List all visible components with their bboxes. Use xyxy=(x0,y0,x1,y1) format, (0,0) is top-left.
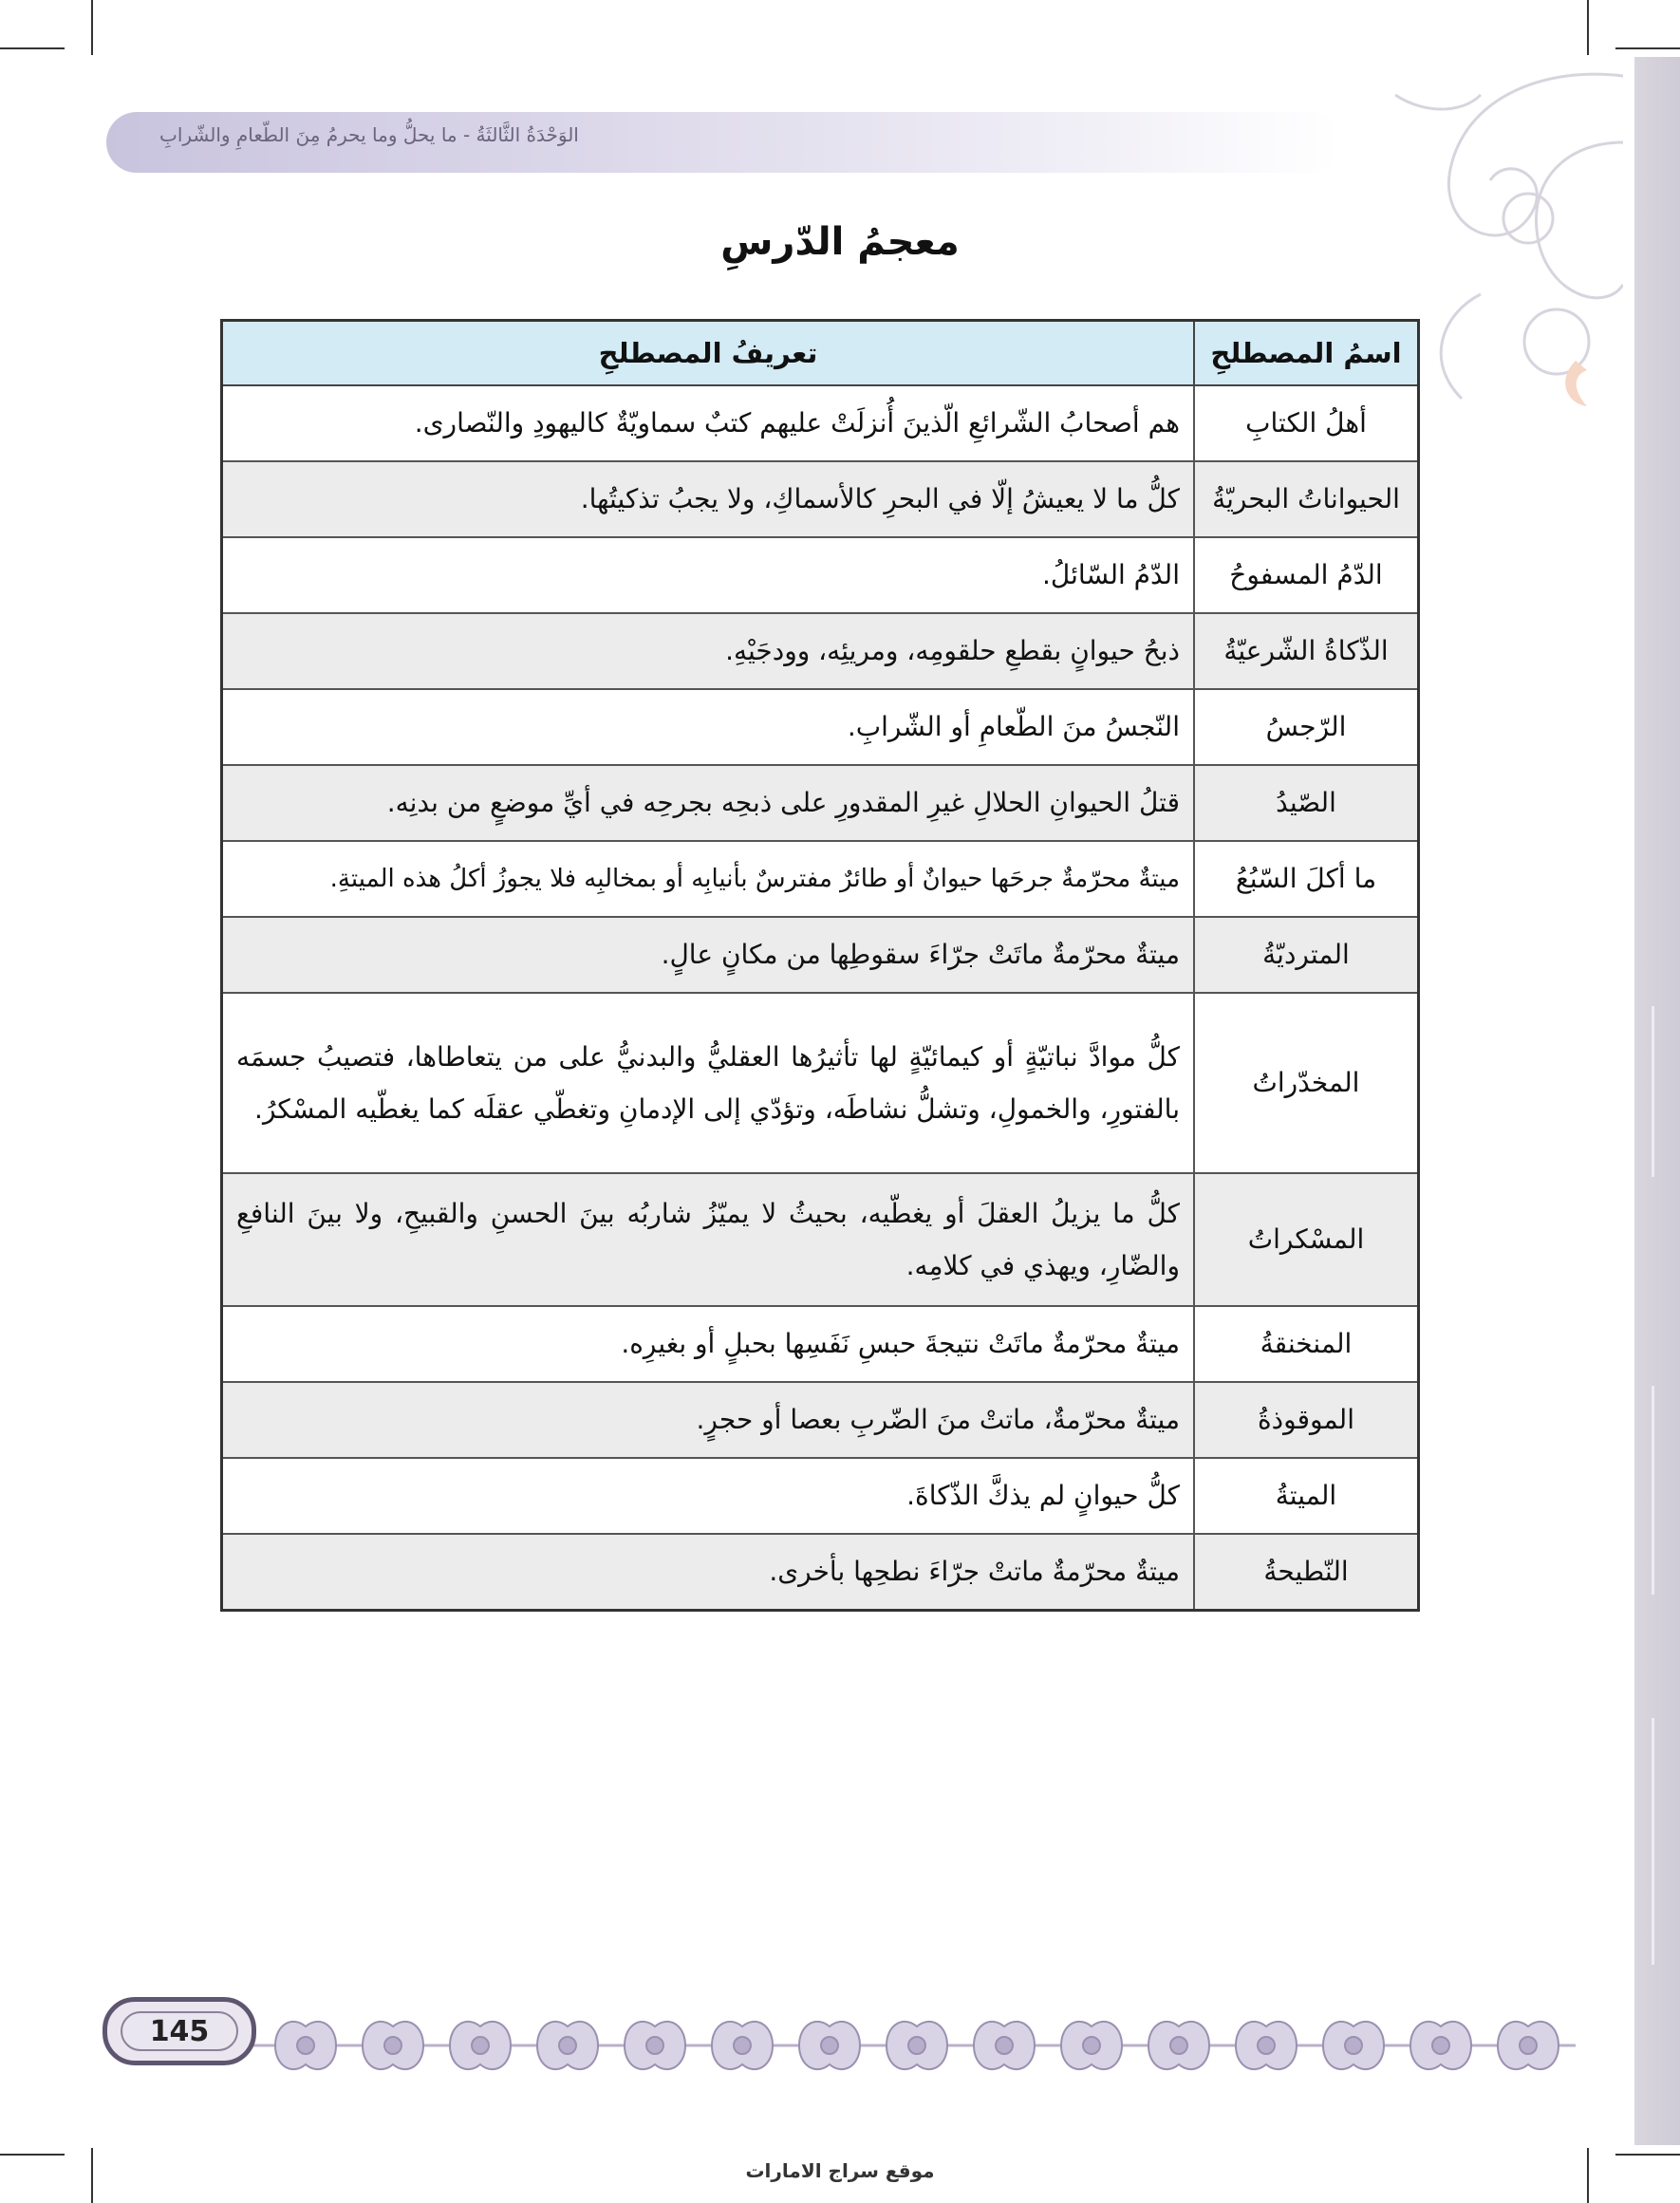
definition-cell: كلُّ ما يزيلُ العقلَ أو يغطّيه، بحيثُ لا يميّزُ شاربُه بينَ الحسنِ والقبيحِ، ولا بينَ النافعِ والضّارِ، ويهذي في كلامِه. xyxy=(222,1173,1195,1306)
term-cell: ما أكلَ السّبُعُ xyxy=(1194,841,1419,917)
definition-cell: ميتةٌ محرّمةٌ ماتَتْ نتيجةَ حبسِ نَفَسِها بحبلٍ أو بغيرِه. xyxy=(222,1306,1195,1382)
table-row xyxy=(222,1534,1419,1610)
definition-cell: ميتةٌ محرّمةٌ ماتتْ جرّاءَ نطحِها بأخرى. xyxy=(222,1534,1195,1610)
crop-mark xyxy=(1615,47,1680,49)
table-row xyxy=(222,537,1419,613)
term-cell: الميتةُ xyxy=(1194,1458,1419,1534)
term-cell: الذّكاةُ الشّرعيّةُ xyxy=(1194,613,1419,689)
table-row xyxy=(222,461,1419,537)
table-row xyxy=(222,689,1419,765)
table-row xyxy=(222,917,1419,993)
table-row xyxy=(222,1306,1419,1382)
term-cell: الدّمُ المسفوحُ xyxy=(1194,537,1419,613)
table-row xyxy=(222,1173,1419,1306)
term-column-header: اسمُ المصطلحِ xyxy=(1194,321,1419,386)
definition-cell: ميتةٌ محرّمةٌ، ماتتْ منَ الضّربِ بعصا أو حجرٍ. xyxy=(222,1382,1195,1458)
crop-mark xyxy=(0,47,65,49)
definition-column-header: تعريفُ المصطلحِ xyxy=(222,321,1195,386)
term-cell: المخدّراتُ xyxy=(1194,993,1419,1173)
table-row xyxy=(222,765,1419,841)
crop-mark xyxy=(91,0,93,55)
definition-cell: كلُّ موادَّ نباتيّةٍ أو كيمائيّةٍ لها تأثيرُها العقليُّ والبدنيُّ على من يتعاطاها، فتصيبُ جسمَه بالفتورِ، والخمولِ، وتشلُّ نشاطَه، وتؤدّي إلى الإدمانِ وتغطّي عقلَه كما يغطّيه المسْكرُ. xyxy=(222,993,1195,1173)
term-cell: الحيواناتُ البحريّةُ xyxy=(1194,461,1419,537)
definition-cell: قتلُ الحيوانِ الحلالِ غيرِ المقدورِ على ذبحِه بجرحِه في أيِّ موضعٍ من بدنِه. xyxy=(222,765,1195,841)
table-row xyxy=(222,993,1419,1173)
page-number-badge xyxy=(103,1997,256,2065)
footer-ornament-band xyxy=(247,2007,1576,2083)
term-cell: الصّيدُ xyxy=(1194,765,1419,841)
table-row xyxy=(222,1382,1419,1458)
term-cell: المترديّةُ xyxy=(1194,917,1419,993)
page-number: 145 xyxy=(149,2014,210,2048)
definition-cell: النّجسُ منَ الطّعامِ أو الشّرابِ. xyxy=(222,689,1195,765)
term-cell: الرّجسُ xyxy=(1194,689,1419,765)
term-cell: الموقوذةُ xyxy=(1194,1382,1419,1458)
unit-title: الوَحْدَةُ الثَّالثَةُ - ما يحلُّ وما يحرمُ مِنَ الطّعامِ والشّرابِ xyxy=(159,123,579,146)
definition-cell: ميتةٌ محرّمةٌ ماتَتْ جرّاءَ سقوطِها من مكانٍ عالٍ. xyxy=(222,917,1195,993)
crop-mark xyxy=(1615,2154,1680,2156)
definition-cell: هم أصحابُ الشّرائعِ الّذينَ أُنزلَتْ عليهم كتبٌ سماويّةٌ كاليهودِ والنّصارى. xyxy=(222,385,1195,461)
table-header-row xyxy=(222,321,1419,386)
definition-cell: ذبحُ حيوانٍ بقطعِ حلقومِه، ومريئِه، وودجَيْهِ. xyxy=(222,613,1195,689)
side-decor-strip xyxy=(1634,57,1680,2145)
crop-mark xyxy=(0,2154,65,2156)
table-row xyxy=(222,1458,1419,1534)
term-cell: أهلُ الكتابِ xyxy=(1194,385,1419,461)
term-cell: المنخنقةُ xyxy=(1194,1306,1419,1382)
definition-cell: الدّمُ السّائلُ. xyxy=(222,537,1195,613)
terms-table xyxy=(220,319,1420,1612)
definition-cell: كلُّ حيوانٍ لم يذكَّ الذّكاةَ. xyxy=(222,1458,1195,1534)
term-cell: المسْكراتُ xyxy=(1194,1173,1419,1306)
footer-site-name: موقع سراج الامارات xyxy=(745,2159,935,2182)
table-row xyxy=(222,613,1419,689)
crop-mark xyxy=(1587,0,1589,55)
table-row xyxy=(222,385,1419,461)
definition-cell: ميتةٌ محرّمةٌ جرحَها حيوانٌ أو طائرٌ مفترسٌ بأنيابِه أو بمخالبِه فلا يجوزُ أكلُ هذه الميتةِ. xyxy=(222,841,1195,917)
term-cell: النّطيحةُ xyxy=(1194,1534,1419,1610)
page-title: معجمُ الدّرسِ xyxy=(720,220,960,264)
definition-cell: كلُّ ما لا يعيشُ إلّا في البحرِ كالأسماكِ، ولا يجبُ تذكيتُها. xyxy=(222,461,1195,537)
table-row xyxy=(222,841,1419,917)
